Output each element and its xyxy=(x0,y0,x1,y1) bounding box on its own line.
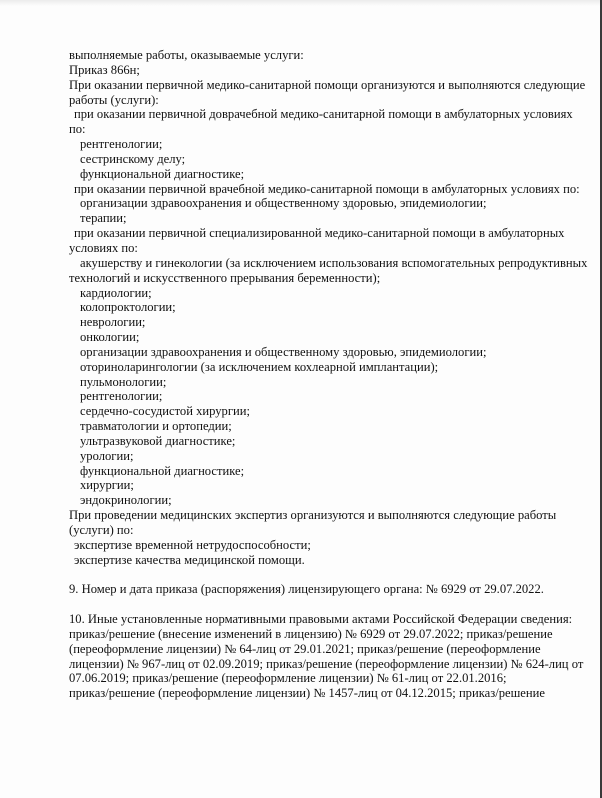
section9-order-number: 9. Номер и дата приказа (распоряжения) лицензирующего органа: № 6929 от 29.07.2022. xyxy=(69,582,544,597)
list-item: организации здравоохранения и общественному здоровью, эпидемиологии; xyxy=(80,344,487,359)
primary-care-header-cont: работы (услуги): xyxy=(69,92,159,107)
list-item: экспертизе временной нетрудоспособности; xyxy=(74,537,311,552)
expertise-header-cont: (услуги) по: xyxy=(69,523,134,537)
page-top-shadow xyxy=(0,0,600,6)
list-item: функциональной диагностике; xyxy=(80,166,245,181)
list-item: пульмонологии; xyxy=(80,374,167,389)
list-item: оториноларингологии (за исключением кохлеарной имплантации); xyxy=(80,359,439,374)
pre-doctor-header: при оказании первичной доврачебной медико-санитарной помощи в амбулаторных условиях xyxy=(74,107,573,122)
list-item: онкологии; xyxy=(80,330,140,345)
section10-line: приказ/решение (внесение изменений в лицензию) № 6929 от 29.07.2022; приказ/решение xyxy=(69,626,553,641)
section8-intro: выполняемые работы, оказываемые услуги: xyxy=(69,48,304,62)
section10-line: 07.06.2019; приказ/решение (переоформление лицензии) № 61-лиц от 22.01.2016; xyxy=(69,671,507,686)
doctor-header: при оказании первичной врачебной медико-санитарной помощи в амбулаторных условиях по: xyxy=(74,181,580,196)
list-item: урологии; xyxy=(80,448,134,463)
pre-doctor-header-cont: по: xyxy=(69,122,86,137)
list-item: кардиологии; xyxy=(80,285,152,300)
list-item: рентгенологии; xyxy=(80,137,163,152)
section10-line: (переоформление лицензии) № 64-лиц от 29.01.2021; приказ/решение (переоформление xyxy=(69,641,541,656)
list-item-cont: технологий и искусственного прерывания беременности); xyxy=(69,270,381,285)
list-item: терапии; xyxy=(80,211,127,226)
list-item: ультразвуковой диагностике; xyxy=(80,433,236,448)
document-page xyxy=(69,48,589,701)
list-item: колопроктологии; xyxy=(80,300,176,315)
order-reference: Приказ 866н; xyxy=(69,62,140,77)
list-item: травматологии и ортопедии; xyxy=(80,419,232,434)
list-item: экспертизе качества медицинской помощи. xyxy=(74,552,305,567)
list-item: сердечно-сосудистой хирургии; xyxy=(80,404,251,419)
list-item: рентгенологии; xyxy=(80,389,163,404)
paragraph-gap xyxy=(69,597,589,612)
specialized-header: при оказании первичной специализированной медико-санитарной помощи в амбулаторных xyxy=(74,226,565,241)
list-item: акушерству и гинекологии (за исключением использования вспомогательных репродуктивных xyxy=(80,255,588,270)
section10-line: лицензии) № 967-лиц от 02.09.2019; приказ/решение (переоформление лицензии) № 624-лиц от xyxy=(69,656,584,671)
expertise-header: При проведении медицинских экспертиз организуются и выполняются следующие работы xyxy=(69,508,557,523)
list-item: неврологии; xyxy=(80,315,146,330)
paragraph-gap xyxy=(69,568,589,583)
list-item: хирургии; xyxy=(80,478,134,493)
list-item: сестринскому делу; xyxy=(80,151,186,166)
list-item: эндокринологии; xyxy=(80,493,172,508)
specialized-header-cont: условиях по: xyxy=(69,240,138,255)
list-item: функциональной диагностике; xyxy=(80,463,245,478)
section10-line: приказ/решение (переоформление лицензии) № 1457-лиц от 04.12.2015; приказ/решение xyxy=(69,686,545,701)
primary-care-header: При оказании первичной медико-санитарной помощи организуются и выполняются следующие xyxy=(69,77,586,92)
section10-line: 10. Иные установленные нормативными правовыми актами Российской Федерации сведения: xyxy=(69,612,573,627)
list-item: организации здравоохранения и общественному здоровью, эпидемиологии; xyxy=(80,196,487,211)
